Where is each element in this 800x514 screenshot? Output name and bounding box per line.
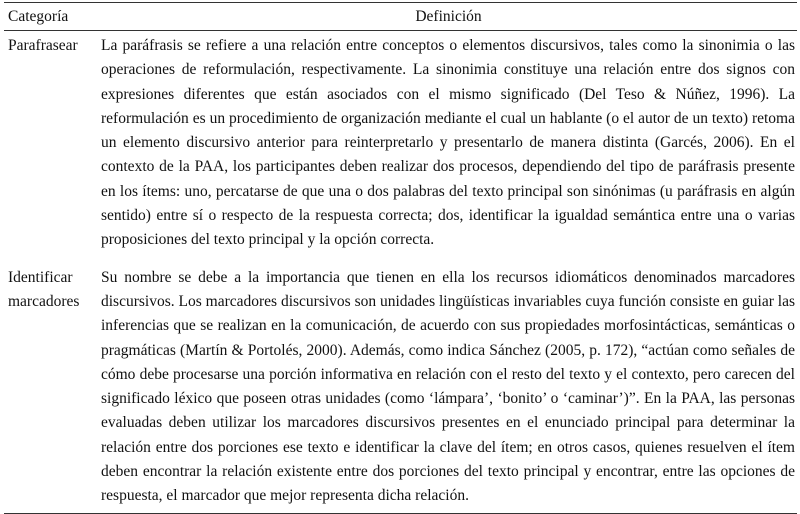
table-row [4, 260, 797, 513]
header-row [4, 3, 797, 31]
table-header [4, 3, 797, 31]
category-cell: Parafrasear [8, 37, 78, 54]
category-cell: Identificar marcadores [4, 260, 100, 513]
header-definition: Definición [100, 3, 797, 31]
definition-cell: Su nombre se debe a la importancia que tienen en ella los recursos idiomáticos denominados marcadores discursivos. Los marcadores discursivos son unidades lingüísticas invariables cuya función consiste en guiar las inferencias que se realizan en la comunicación, de acuerdo con sus propiedades morfosintácticas, semánticas o pragmáticas (Martín & Portolés, 2000). Además, como indica Sánchez (2005, p. 172), “actúan como señales de cómo debe procesarse una porción informativa en relación con el resto del texto y el contexto, pero carecen del significado léxico que poseen otras unidades (como ‘lámpara’, ‘bonito’ o ‘caminar’)”. En la PAA, las personas evaluadas deben utilizar los marcadores discursivos presentes en el enunciado principal para determinar la relación entre dos porciones ese texto e identificar la clave del ítem; en otros casos, quienes resuelven el ítem deben encontrar la relación existente entre dos porciones del texto principal y encontrar, entre las opciones de respuesta, el marcador que mejor representa dicha relación. [100, 260, 797, 513]
header-category: Categoría [4, 3, 100, 31]
definition-cell: La paráfrasis se refiere a una relación entre conceptos o elementos discursivos, tales como la sinonimia o las operaciones de reformulación, respectivamente. La sinonimia constituye una relación entre dos signos con expresiones diferentes que están asociados con el mismo significado (Del Teso & Núñez, 1996). La reformulación es un procedimiento de organización mediante el cual un hablante (o el autor de un texto) retoma un elemento discursivo anterior para reinterpretarlo y presentarlo de manera distinta (Garcés, 2006). En el contexto de la PAA, los participantes deben realizar dos procesos, dependiendo del tipo de paráfrasis presente en los ítems: uno, percatarse de que una o dos palabras del texto principal son sinónimas (u paráfrasis en algún sentido) entre sí o respecto de la respuesta correcta; dos, identificar la igualdad semántica entre una o varias proposiciones del texto principal y la opción correcta. [101, 37, 795, 249]
table-body [4, 31, 797, 514]
definitions-table [4, 2, 797, 514]
table-row [4, 31, 797, 260]
